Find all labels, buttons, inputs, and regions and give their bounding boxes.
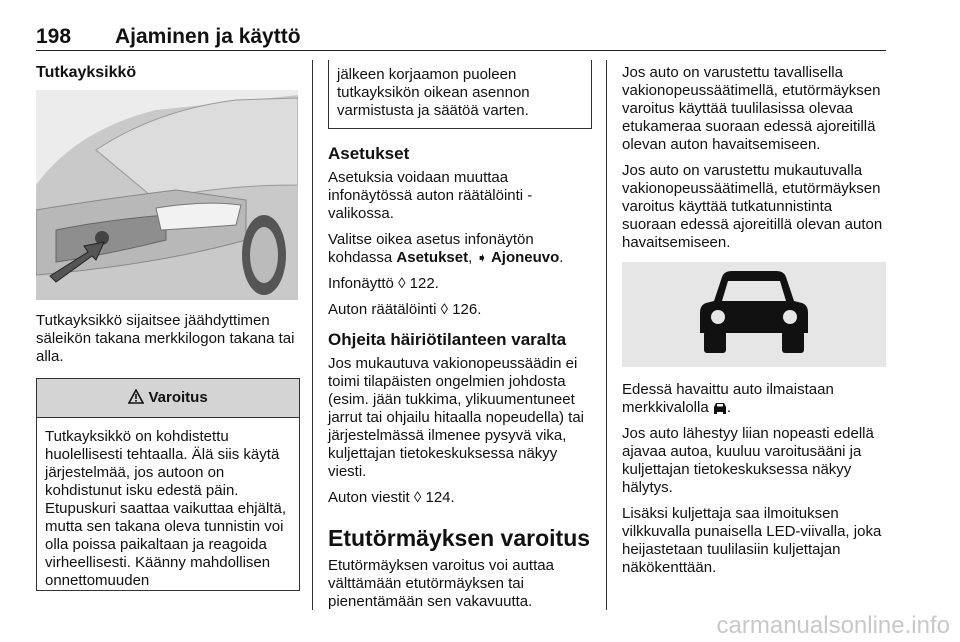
settings-p2-text: Valitse oikea asetus infonäytön kohdassa xyxy=(328,231,534,266)
collision-warning-heading: Etutörmäyksen varoitus xyxy=(328,525,591,551)
ref-text: Auton räätälöinti xyxy=(328,301,437,318)
warning-continuation-box xyxy=(328,60,592,129)
header-rule xyxy=(36,50,886,51)
column-divider-2 xyxy=(606,60,607,610)
settings-paragraph-1: Asetuksia voidaan muuttaa infonäytössä auton räätälöinti -valikossa. xyxy=(328,169,533,222)
settings-separator: , xyxy=(468,249,477,266)
vehicle-ahead-icon xyxy=(694,269,814,360)
reference-vehicle-messages xyxy=(328,489,592,507)
car-front-photo xyxy=(36,90,298,300)
warning-continuation-text: jälkeen korjaamon puoleen tutkayksikön oikean asennon varmistusta ja säätöä varten. xyxy=(337,66,530,119)
page-title: Ajaminen ja käyttö xyxy=(115,25,301,48)
ref-page: 126. xyxy=(452,301,482,318)
column-1 xyxy=(36,64,298,591)
column-divider-1 xyxy=(312,60,313,610)
ref-page: 122. xyxy=(409,275,439,292)
warning-title: Varoitus xyxy=(148,389,208,406)
warning-body: Tutkayksikkö on kohdistettu huolellisesti tehtaalla. Älä siis käytä järjestelmää, jos autoon on kohdistunut isku edestä päin. Etupuskuri saattaa vaikuttaa ehjältä, mutta sen takana oleva tunnistin voi olla poissa paikaltaan ja reagoida virheellisesti. Käänny mahdollisen onnettomuuden xyxy=(45,428,286,589)
column-3 xyxy=(622,64,886,585)
ref-text: Auton viestit xyxy=(328,489,410,506)
page-ref-icon: ◊ xyxy=(398,275,406,292)
ref-page: 124. xyxy=(425,489,455,506)
settings-p2-end: . xyxy=(559,249,564,266)
approach-paragraph: Jos auto lähestyy liian nopeasti edellä ajavaa autoa, kuuluu varoitusääni ja kuljettajan tietokeskuksessa näkyy hälytys. xyxy=(622,425,874,496)
settings-heading: Asetukset xyxy=(328,144,410,163)
column-2 xyxy=(328,64,592,619)
page-header xyxy=(36,20,886,50)
arrow-right-icon: ➧ xyxy=(476,250,488,265)
radar-paragraph: Jos auto on varustettu mukautuvalla vakionopeussäätimellä, etutörmäyksen varoitus käyttää tutkatunnistinta suoraan edessä ajoreitillä olevan auton havaitsemiseen. xyxy=(622,162,883,251)
page-number: 198 xyxy=(36,25,72,48)
indicator-text: Edessä havaittu auto ilmaistaan merkkivalolla xyxy=(622,381,834,416)
indicator-paragraph xyxy=(622,381,886,417)
warning-header xyxy=(37,379,299,418)
vehicle-menu-label: Ajoneuvo xyxy=(487,249,560,266)
warning-triangle-icon xyxy=(128,389,148,406)
vehicle-ahead-small-icon xyxy=(713,399,727,416)
collision-warning-paragraph: Etutörmäyksen varoitus voi auttaa välttämään etutörmäyksen tai pienentämään sen vakavuutta. xyxy=(328,557,554,610)
reference-infodisplay xyxy=(328,275,592,293)
fault-heading: Ohjeita häiriötilanteen varalta xyxy=(328,330,567,349)
warning-box xyxy=(36,378,300,591)
settings-menu-label: Asetukset xyxy=(396,249,469,266)
page-ref-icon: ◊ xyxy=(440,301,448,318)
vehicle-ahead-symbol-panel xyxy=(622,262,886,367)
radar-location-caption: Tutkayksikkö sijaitsee jäähdyttimen säleikön takana merkkilogon takana tai alla. xyxy=(36,312,295,365)
section-title-radar-unit: Tutkayksikkö xyxy=(36,64,137,81)
camera-paragraph: Jos auto on varustettu tavallisella vakionopeussäätimellä, etutörmäyksen varoitus käyttää tuulilasissa olevaa etukameraa suoraan edessä ajoreitillä olevan auton havaitsemiseen. xyxy=(622,64,881,153)
led-paragraph: Lisäksi kuljettaja saa ilmoituksen vilkkuvalla punaisella LED-viivalla, joka heijastetaan tuulilasiin kuljettajan näkökenttään. xyxy=(622,505,882,576)
page-ref-icon: ◊ xyxy=(413,489,422,506)
fault-paragraph: Jos mukautuva vakionopeussäädin ei toimi tilapäisten ongelmien johdosta (esim. jään tukkima, ylikuumentuneet jarrut tai ohjailu hitaalla nopeudella) tai järjestelmässä ilmenee pysyvä vika, kuljettajan tietokeskuksessa näkyy viesti. xyxy=(328,355,584,480)
watermark: carmanualsonline.info xyxy=(716,612,950,639)
reference-personalisation xyxy=(328,301,592,319)
indicator-end: . xyxy=(726,399,732,416)
ref-text: Infonäyttö xyxy=(328,275,394,292)
settings-paragraph-2 xyxy=(328,231,592,267)
